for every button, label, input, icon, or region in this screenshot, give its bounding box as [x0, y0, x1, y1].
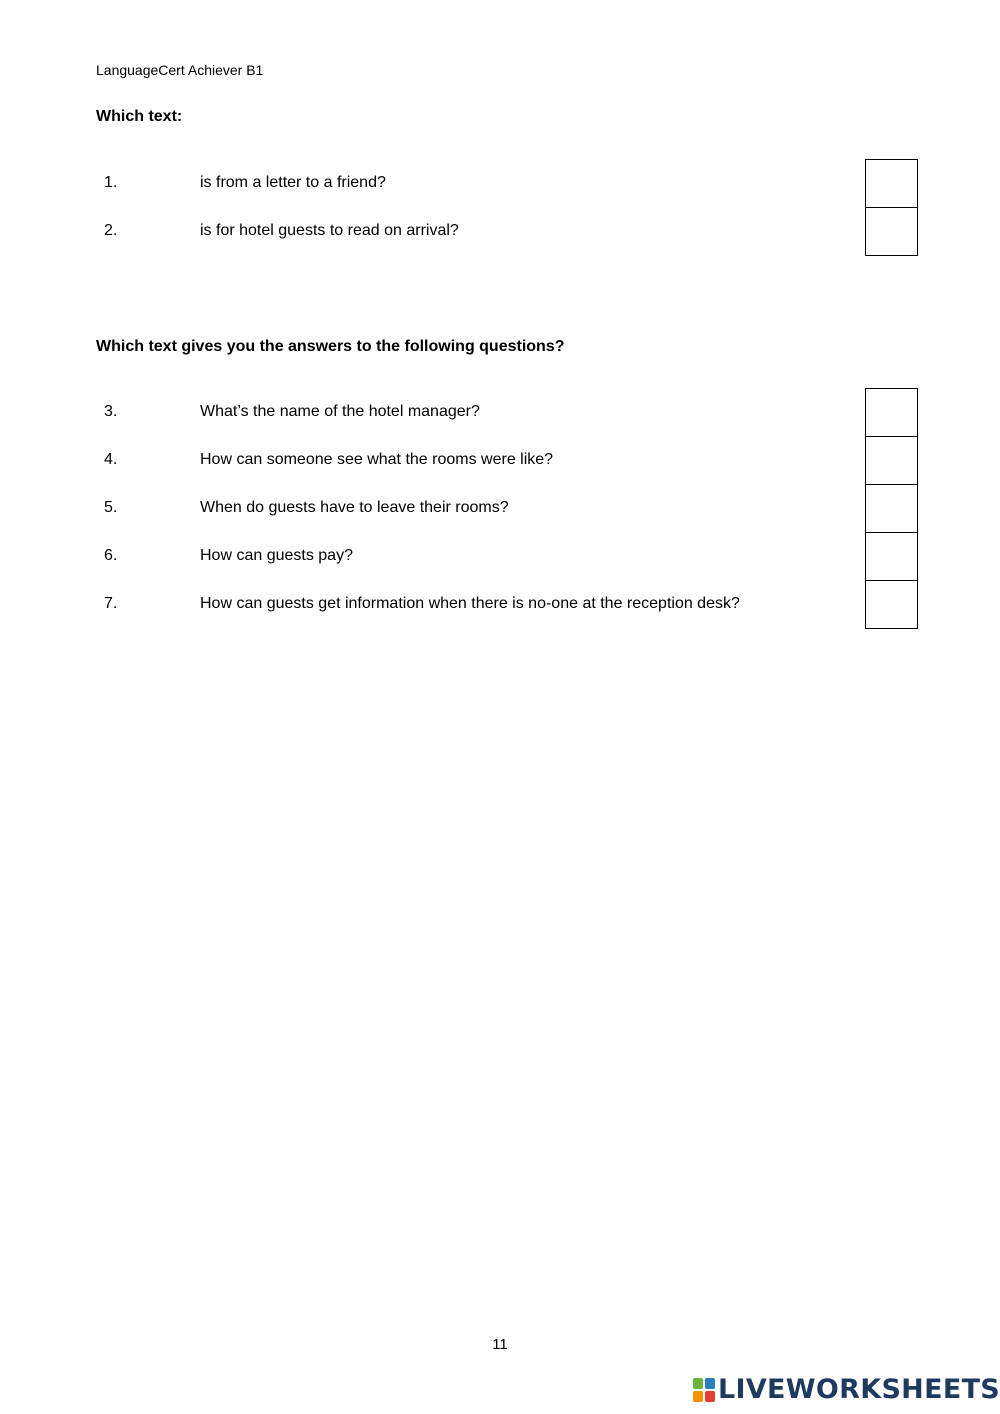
question-text: How can someone see what the rooms were like? — [200, 451, 554, 468]
question-row — [104, 388, 864, 436]
question-number: 3. — [104, 403, 118, 420]
question-row — [104, 484, 864, 532]
section1-heading: Which text: — [96, 108, 183, 125]
question-row — [104, 436, 864, 484]
question-number: 4. — [104, 451, 118, 468]
question-number: 7. — [104, 595, 118, 612]
question-number: 6. — [104, 547, 118, 564]
answer-box-5[interactable] — [865, 484, 918, 533]
section2-heading: Which text gives you the answers to the following questions? — [96, 338, 565, 355]
liveworksheets-logo-icon — [693, 1378, 715, 1402]
question-number: 1. — [104, 174, 118, 191]
question-row — [104, 159, 864, 207]
question-row — [104, 532, 864, 580]
answer-box-1[interactable] — [865, 159, 918, 208]
question-text: What’s the name of the hotel manager? — [200, 403, 480, 420]
question-text: is from a letter to a friend? — [200, 174, 386, 191]
answer-box-4[interactable] — [865, 436, 918, 485]
liveworksheets-logo — [693, 1374, 1000, 1405]
question-row — [104, 207, 864, 255]
question-number: 5. — [104, 499, 118, 516]
answer-box-3[interactable] — [865, 388, 918, 437]
question-text: When do guests have to leave their rooms? — [200, 499, 509, 516]
answer-box-2[interactable] — [865, 207, 918, 256]
logo-text: LIVEWORKSHEETS — [718, 1374, 1000, 1405]
question-number: 2. — [104, 222, 118, 239]
document-header: LanguageCert Achiever B1 — [96, 62, 264, 78]
question-text: How can guests get information when there is no-one at the reception desk? — [200, 595, 740, 612]
question-text: is for hotel guests to read on arrival? — [200, 222, 459, 239]
page-number: 11 — [492, 1336, 508, 1353]
answer-box-7[interactable] — [865, 580, 918, 629]
question-row — [104, 580, 864, 628]
answer-box-6[interactable] — [865, 532, 918, 581]
question-text: How can guests pay? — [200, 547, 353, 564]
